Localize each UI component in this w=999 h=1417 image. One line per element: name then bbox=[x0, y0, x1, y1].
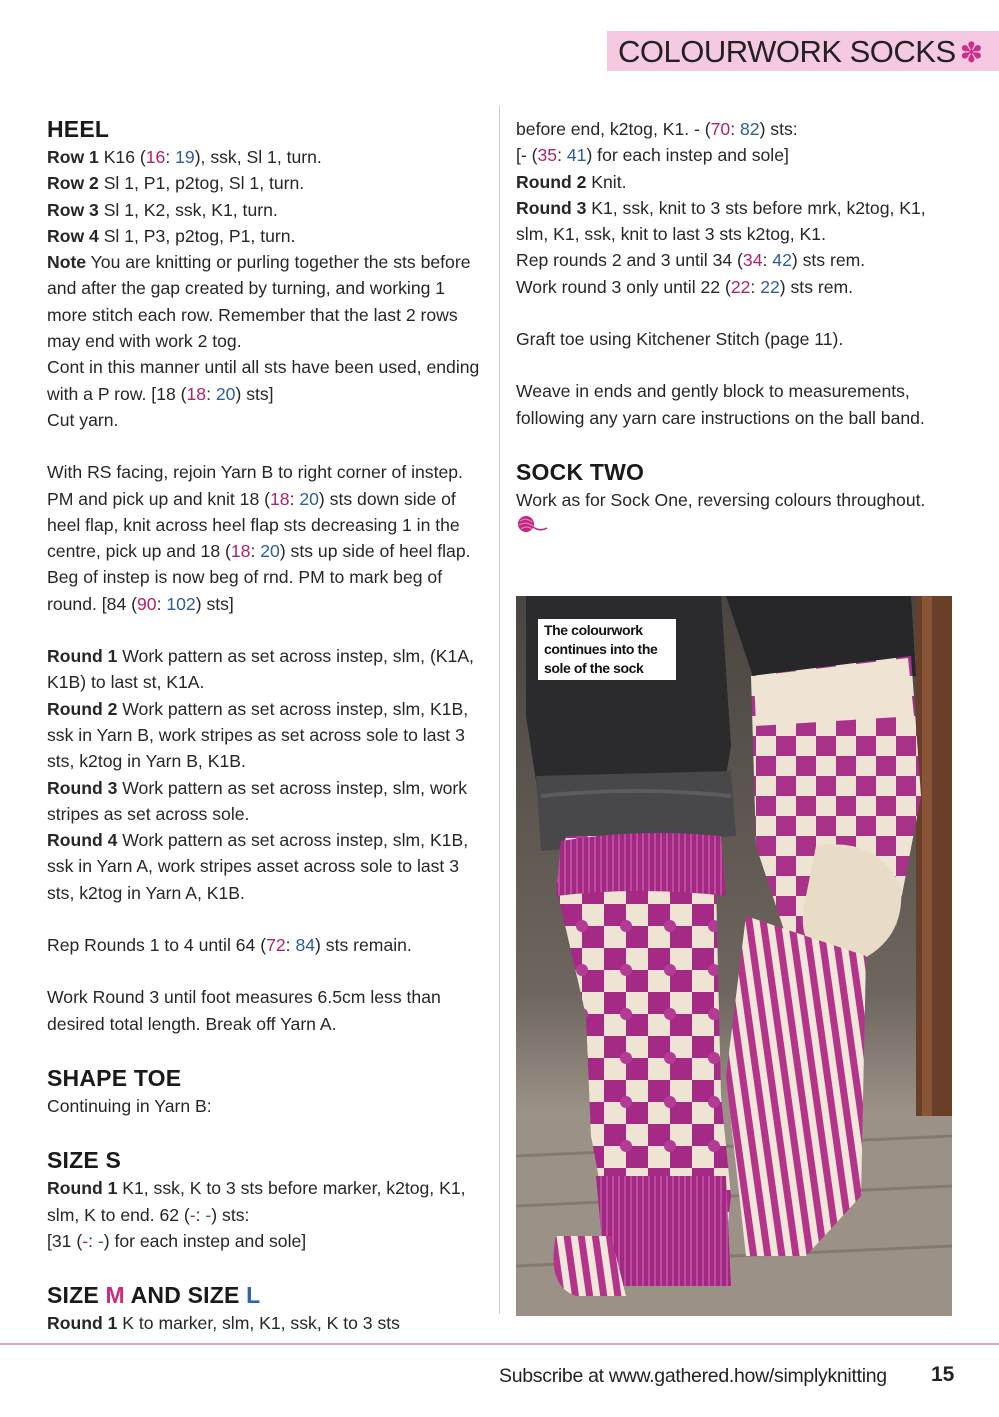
toe-round-3: Round 3 K1, ssk, knit to 3 sts before mrk, k2tog, K1, slm, K1, ssk, knit to last 3 sts k2tog, K1. bbox=[516, 197, 926, 245]
size-s-round-1: Round 1 K1, ssk, K to 3 sts before marker, k2tog, K1, slm, K to end. 62 (-: -) sts: bbox=[47, 1178, 466, 1225]
continued-round-1: before end, k2tog, K1. - (70: 82) sts: bbox=[516, 119, 798, 139]
continued-instep-sole: [- (35: 41) for each instep and sole] bbox=[516, 145, 789, 166]
row-4: Row 4 Sl 1, P3, p2tog, P1, turn. bbox=[47, 225, 296, 246]
page-number: 15 bbox=[931, 1363, 955, 1386]
subscribe-link[interactable]: Subscribe at www.gathered.how/simplyknitting bbox=[499, 1365, 887, 1387]
section-title-text: COLOURWORK SOCKS bbox=[618, 34, 956, 69]
weave-ends: Weave in ends and gently block to measurements, following any yarn care instructions on the ball band. bbox=[516, 381, 925, 428]
row-2: Row 2 Sl 1, P1, p2tog, Sl 1, turn. bbox=[47, 173, 305, 194]
round-2: Round 2 Work pattern as set across instep, slm, K1B, ssk in Yarn B, work stripes as set across sole to last 3 sts, k2tog in Yarn B, K1B. bbox=[47, 698, 469, 772]
right-column bbox=[516, 116, 956, 541]
work-round-3: Work Round 3 until foot measures 6.5cm less than desired total length. Break off Yarn A. bbox=[47, 987, 441, 1034]
round-1: Round 1 Work pattern as set across instep, slm, (K1A, K1B) to last st, K1A. bbox=[47, 646, 474, 693]
flower-icon: ✽ bbox=[959, 37, 983, 68]
size-s-heading: SIZE S bbox=[47, 1147, 122, 1174]
round-3: Round 3 Work pattern as set across instep, slm, work stripes as set across sole. bbox=[47, 777, 468, 824]
photo-caption: The colourwork continues into the sole of the sock bbox=[538, 619, 676, 680]
continue-text: Cont in this manner until all sts have been used, ending with a P row. [18 (18: 20) sts] bbox=[47, 357, 480, 404]
socks-photo bbox=[516, 596, 952, 1316]
left-column bbox=[47, 114, 487, 1336]
note: Note You are knitting or purling together the sts before and after the gap created by turning, and working 1 more stitch each row. Remember that the last 2 rows may end with work 2 tog. bbox=[47, 252, 471, 352]
size-s-instep-sole: [31 (-: -) for each instep and sole] bbox=[47, 1230, 307, 1251]
column-divider bbox=[499, 106, 500, 1314]
size-m-l-heading: SIZE M AND SIZE L bbox=[47, 1282, 261, 1309]
section-title bbox=[618, 34, 983, 70]
graft-toe: Graft toe using Kitchener Stitch (page 11). bbox=[516, 329, 844, 350]
size-ml-round-1: Round 1 K to marker, slm, K1, ssk, K to 3 sts bbox=[47, 1313, 400, 1334]
footer-divider bbox=[0, 1343, 999, 1345]
shape-toe-heading: SHAPE TOE bbox=[47, 1064, 182, 1091]
heel-heading: HEEL bbox=[47, 116, 110, 142]
row-1: Row 1 K16 (16: 19), ssk, Sl 1, turn. bbox=[47, 147, 322, 167]
yarn-ball-icon bbox=[516, 514, 548, 541]
cut-yarn: Cut yarn. bbox=[47, 409, 119, 430]
repeat-rounds-2-3: Rep rounds 2 and 3 until 34 (34: 42) sts rem. bbox=[516, 250, 866, 271]
toe-round-2: Round 2 Knit. bbox=[516, 171, 627, 192]
continuing-yarn-b: Continuing in Yarn B: bbox=[47, 1095, 212, 1116]
sock-two-text: Work as for Sock One, reversing colours throughout. bbox=[516, 487, 956, 541]
rs-facing-text: With RS facing, rejoin Yarn B to right corner of instep. PM and pick up and knit 18 (18: 20) sts down side of heel flap, knit across heel flap sts decreasing 1 in the centre, pick up and 18 (18: 20) sts up side of heel flap. Beg of instep is now beg of rnd. PM to mark beg of round. [84 (90: 102) sts] bbox=[47, 462, 471, 614]
work-round-3-only: Work round 3 only until 22 (22: 22) sts rem. bbox=[516, 276, 854, 297]
round-4: Round 4 Work pattern as set across instep, slm, K1B, ssk in Yarn A, work stripes asset across sole to last 3 sts, k2tog in Yarn A, K1B. bbox=[47, 830, 469, 903]
sock-two-heading: SOCK TWO bbox=[516, 458, 645, 485]
repeat-rounds: Rep Rounds 1 to 4 until 64 (72: 84) sts remain. bbox=[47, 935, 412, 956]
row-3: Row 3 Sl 1, K2, ssk, K1, turn. bbox=[47, 199, 278, 220]
